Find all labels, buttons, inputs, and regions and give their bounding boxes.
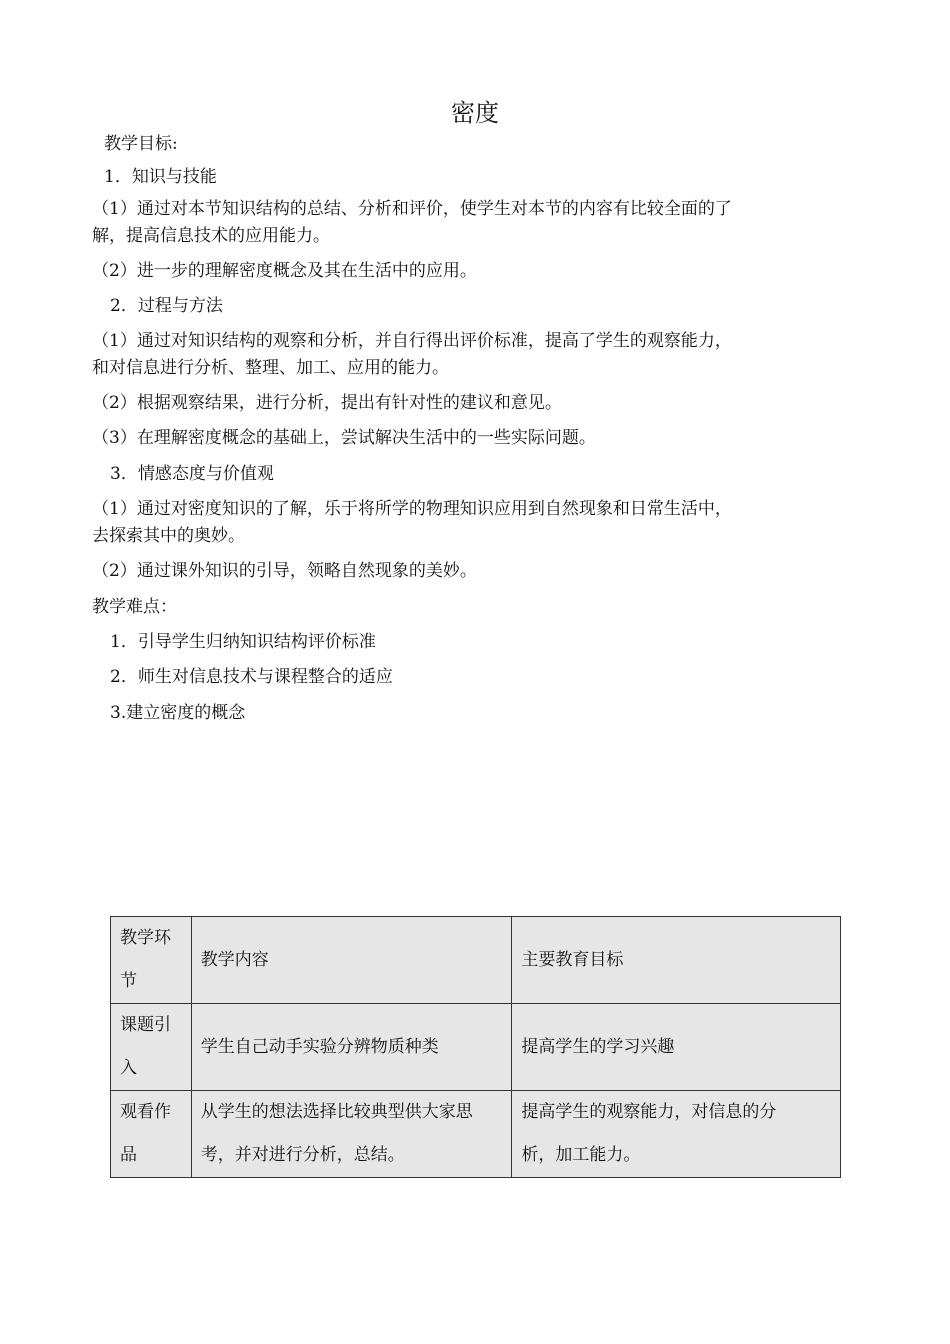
objectives-heading: 教学目标:: [104, 134, 178, 154]
table-cell-content: 学生自己动手实验分辨物质种类: [191, 1004, 512, 1091]
list-item: 1．引导学生归纳知识结构评价标准: [110, 632, 376, 652]
paragraph-line: （1）通过对知识结构的观察和分析，并自行得出评价标准，提高了学生的观察能力，: [92, 331, 732, 351]
difficulties-heading: 教学难点：: [92, 597, 177, 617]
header-cell-content: 教学内容: [191, 917, 512, 1004]
paragraph-line: 和对信息进行分析、整理、加工、应用的能力。: [92, 358, 449, 378]
paragraph-line: （2）根据观察结果，进行分析，提出有针对性的建议和意见。: [92, 393, 562, 413]
paragraph-line: （1）通过对密度知识的了解，乐于将所学的物理知识应用到自然现象和日常生活中，: [92, 499, 732, 519]
paragraph-line: （3）在理解密度概念的基础上，尝试解决生活中的一些实际问题。: [92, 428, 596, 448]
header-cell-stage: 教学环 节: [111, 917, 192, 1004]
table-cell-stage: 观看作 品: [111, 1091, 192, 1178]
table-row: [111, 1004, 841, 1091]
table-row: [111, 1091, 841, 1178]
section-heading: 1．知识与技能: [104, 167, 217, 187]
paragraph-line: （1）通过对本节知识结构的总结、分析和评价，使学生对本节的内容有比较全面的了: [92, 199, 732, 219]
table-cell-goal: 提高学生的学习兴趣: [512, 1004, 841, 1091]
paragraph-line: （2）进一步的理解密度概念及其在生活中的应用。: [92, 261, 477, 281]
header-cell-goal: 主要教育目标: [512, 917, 841, 1004]
section-heading: 2．过程与方法: [110, 296, 223, 316]
paragraph-line: （2）通过课外知识的引导，领略自然现象的美妙。: [92, 561, 477, 581]
table-header-row: [111, 917, 841, 1004]
table-cell-stage: 课题引 入: [111, 1004, 192, 1091]
paragraph-line: 解，提高信息技术的应用能力。: [92, 226, 330, 246]
list-item: 2．师生对信息技术与课程整合的适应: [110, 667, 393, 687]
table-cell-content: 从学生的想法选择比较典型供大家思 考，并对进行分析，总结。: [191, 1091, 512, 1178]
list-item: 3.建立密度的概念: [110, 703, 246, 723]
table-cell-goal: 提高学生的观察能力，对信息的分 析，加工能力。: [512, 1091, 841, 1178]
paragraph-line: 去探索其中的奥妙。: [92, 526, 245, 546]
lesson-table: [110, 916, 841, 1178]
section-heading: 3．情感态度与价值观: [110, 464, 274, 484]
page-title: 密度: [451, 99, 499, 127]
